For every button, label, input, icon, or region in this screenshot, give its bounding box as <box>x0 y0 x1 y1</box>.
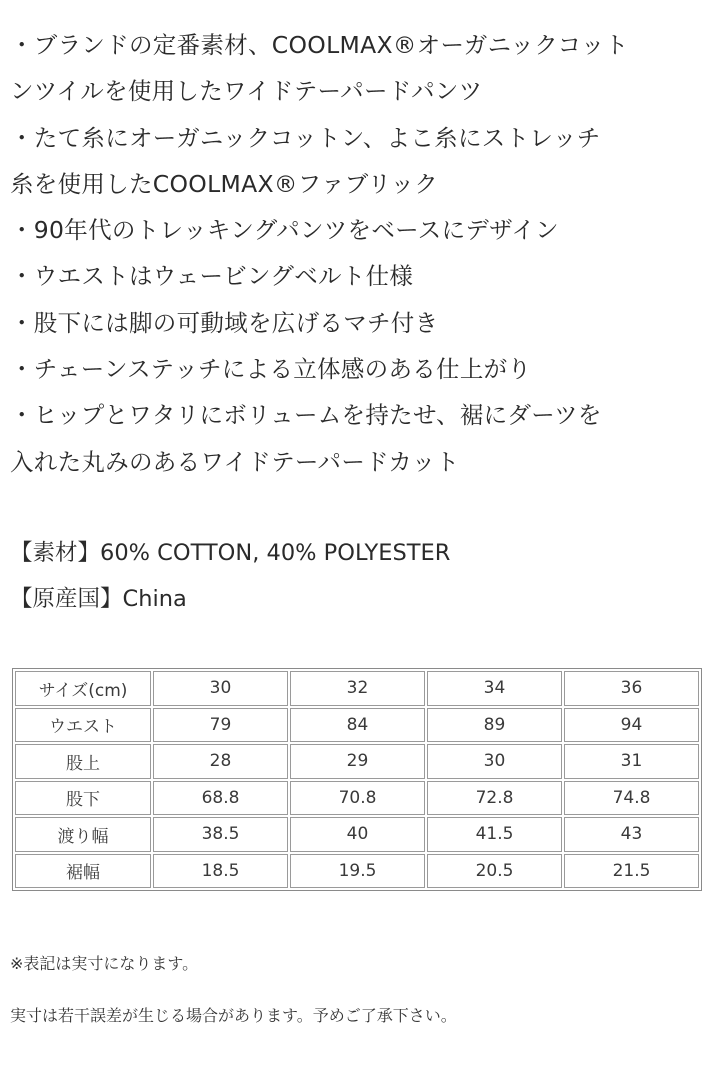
table-row <box>15 744 699 779</box>
size-table <box>12 668 702 891</box>
description-line: ・チェーンステッチによる立体感のある仕上がり <box>10 355 532 384</box>
notes <box>10 944 457 1036</box>
description-line: ・90年代のトレッキングパンツをベースにデザイン <box>10 216 559 245</box>
table-cell: 29 <box>290 744 425 779</box>
row-label-cell: 股下 <box>15 781 151 816</box>
table-header-row <box>15 671 699 706</box>
note-actual-size: ※表記は実寸になります。 <box>10 954 199 973</box>
description-line: ・股下には脚の可動域を広げるマチ付き <box>10 308 439 337</box>
table-row <box>15 781 699 816</box>
table-row <box>15 708 699 743</box>
row-label-cell: ウエスト <box>15 708 151 743</box>
table-cell: 18.5 <box>153 854 288 889</box>
description-line: ・ウエストはウェービングベルト仕様 <box>10 262 414 291</box>
table-cell: 38.5 <box>153 817 288 852</box>
table-cell: 28 <box>153 744 288 779</box>
table-cell: 31 <box>564 744 699 779</box>
table-cell: 19.5 <box>290 854 425 889</box>
table-row <box>15 854 699 889</box>
description-line: ・ヒップとワタリにボリュームを持たせ、裾にダーツを <box>10 401 602 430</box>
row-label-cell: 裾幅 <box>15 854 151 889</box>
row-label-cell: 渡り幅 <box>15 817 151 852</box>
table-cell: 79 <box>153 708 288 743</box>
description-line: ンツイルを使用したワイドテーパードパンツ <box>10 77 483 106</box>
description-line: ・ブランドの定番素材、COOLMAX®オーガニックコット <box>10 31 629 59</box>
product-specs <box>10 530 450 622</box>
table-cell: 43 <box>564 817 699 852</box>
note-tolerance: 実寸は若干誤差が生じる場合があります。予めご了承下さい。 <box>10 1006 457 1025</box>
table-cell: 74.8 <box>564 781 699 816</box>
row-label-cell: 股上 <box>15 744 151 779</box>
table-cell: 30 <box>427 744 562 779</box>
table-cell: 21.5 <box>564 854 699 889</box>
table-header-cell: 36 <box>564 671 699 706</box>
table-header-cell: 30 <box>153 671 288 706</box>
table-header-cell: 34 <box>427 671 562 706</box>
description-line: 糸を使用したCOOLMAX®ファブリック <box>10 169 439 198</box>
table-cell: 41.5 <box>427 817 562 852</box>
table-header-cell: 32 <box>290 671 425 706</box>
table-cell: 40 <box>290 817 425 852</box>
description-line: ・たて糸にオーガニックコットン、よこ糸にストレッチ <box>10 123 601 152</box>
table-row <box>15 817 699 852</box>
table-cell: 70.8 <box>290 781 425 816</box>
product-description <box>10 22 700 485</box>
description-line: 入れた丸みのあるワイドテーパードカット <box>10 447 460 476</box>
table-cell: 20.5 <box>427 854 562 889</box>
table-cell: 89 <box>427 708 562 743</box>
origin-text: 【原産国】China <box>10 586 187 612</box>
table-header-cell: サイズ(cm) <box>15 671 151 706</box>
table-cell: 68.8 <box>153 781 288 816</box>
table-cell: 94 <box>564 708 699 743</box>
table-cell: 72.8 <box>427 781 562 816</box>
table-cell: 84 <box>290 708 425 743</box>
material-text: 【素材】60% COTTON, 40% POLYESTER <box>10 540 451 566</box>
